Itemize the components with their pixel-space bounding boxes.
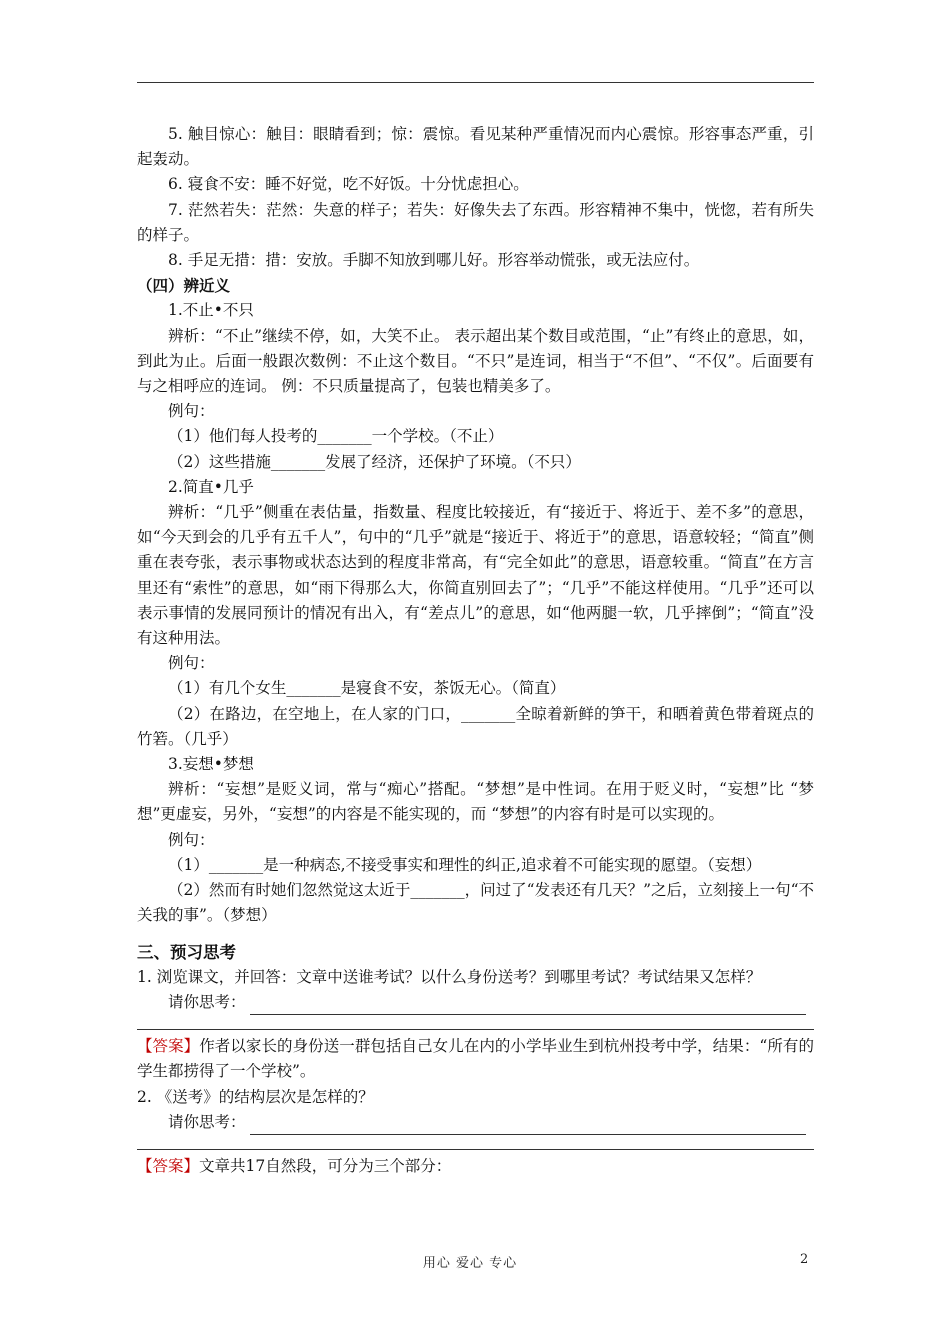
question-2: 2. 《送考》的结构层次是怎样的？ (137, 1087, 374, 1106)
group1-title: 1.不止•不只 (168, 301, 254, 320)
page-number: 2 (800, 1252, 809, 1267)
group3-example-label: 例句： (168, 830, 215, 849)
think-label-1: 请你思考： (168, 992, 246, 1011)
group1-analysis: 辨析：“不止”继续不停，如，大笑不止。 表示超出某个数目或范围，“止”有终止的意思，如，到此为止。后面一般跟次数例：不止这个数目。“不只”是连词，相当于“不但”、“不仅”。后面要有与之相呼应的连词。 例：不只质量提高了，包装也精美多了。 (137, 326, 814, 396)
question-1: 1. 浏览课文，并回答：文章中送谁考试？以什么身份送考？到哪里考试？考试结果又怎样？ (137, 967, 762, 986)
group3-title: 3.妄想•梦想 (168, 755, 254, 774)
answer-2 (137, 1154, 814, 1179)
think-row-1 (137, 990, 814, 1015)
answer-2-text: 文章共17自然段，可分为三个部分： (199, 1156, 452, 1175)
section3-title: 三、预习思考 (137, 942, 236, 962)
list-item-6: 6. 寝食不安：睡不好觉，吃不好饭。十分忧虑担心。 (168, 175, 529, 194)
think-label-2: 请你思考： (168, 1112, 246, 1131)
answer-tag-1: 【答案】 (137, 1037, 200, 1056)
answer-tag-2: 【答案】 (137, 1156, 200, 1175)
answer-line-2b[interactable] (137, 1135, 814, 1150)
header-rule (137, 82, 814, 83)
group3-example-2: （2）然而有时她们忽然觉这太近于_______，问过了“发表还有几天？”之后，立刻接上一句“不关我的事”。（梦想） (137, 881, 814, 925)
answer-line-1b[interactable] (137, 1015, 814, 1030)
group1-example-2: （2）这些措施_______发展了经济，还保护了环境。（不只） (168, 452, 581, 471)
footer-motto: 用心 爱心 专心 (422, 1256, 518, 1271)
group2-example-label: 例句： (168, 654, 215, 673)
group2-example-2: （2）在路边，在空地上，在人家的门口，_______全晾着新鲜的笋干，和晒着黄色带着斑点的竹箬。（几乎） (137, 704, 814, 748)
answer-line-1[interactable] (250, 998, 806, 1015)
think-row-2 (137, 1110, 814, 1135)
answer-1-text: 作者以家长的身份送一群包括自己女儿在内的小学毕业生到杭州投考中学，结果：“所有的学生都捞得了一个学校”。 (137, 1037, 814, 1081)
group2-example-1: （1）有几个女生_______是寝食不安，茶饭无心。（简直） (168, 679, 566, 698)
answer-line-2[interactable] (250, 1118, 806, 1135)
group2-analysis: 辨析：“几乎”侧重在表估量，指数量、程度比较接近，有“接近于、将近于、差不多”的意思，如“今天到会的几乎有五千人”，句中的“几乎”就是“接近于、将近于”的意思，语意较轻；“简直”侧重在表夸张，表示事物或状态达到的程度非常高，有“完全如此”的意思，语意较重。“简直”在方言里还有“索性”的意思，如“雨下得那么大，你简直别回去了”；“几乎”不能这样使用。“几乎”还可以表示事情的发展同预计的情况有出入，有“差点儿”的意思，如“他两腿一软，几乎摔倒”；“简直”没有这种用法。 (137, 503, 814, 648)
group2-title: 2.简直•几乎 (168, 477, 254, 496)
group3-analysis: 辨析：“妄想”是贬义词，常与“痴心”搭配。“梦想”是中性词。在用于贬义时，“妄想”比 “梦想”更虚妄，另外，“妄想”的内容是不能实现的，而 “梦想”的内容有时是可以实现的。 (137, 780, 814, 824)
list-item-8: 8. 手足无措：措：安放。手脚不知放到哪儿好。形容举动慌张，或无法应付。 (168, 251, 700, 270)
list-item-5: 5. 触目惊心：触目：眼睛看到；惊：震惊。看见某种严重情况而内心震惊。形容事态严重，引起轰动。 (137, 125, 814, 169)
section4-title: （四）辨近义 (137, 276, 231, 296)
answer-1 (137, 1034, 814, 1084)
group1-example-1: （1）他们每人投考的_______一个学校。（不止） (168, 427, 504, 446)
page-content (137, 122, 814, 1179)
list-item-7: 7. 茫然若失：茫然：失意的样子；若失：好像失去了东西。形容精神不集中，恍惚，若有所失的样子。 (137, 200, 814, 244)
group1-example-label: 例句： (168, 402, 215, 421)
group3-example-1: （1）_______是一种病态,不接受事实和理性的纠正,追求着不可能实现的愿望。（妄想） (168, 855, 762, 874)
